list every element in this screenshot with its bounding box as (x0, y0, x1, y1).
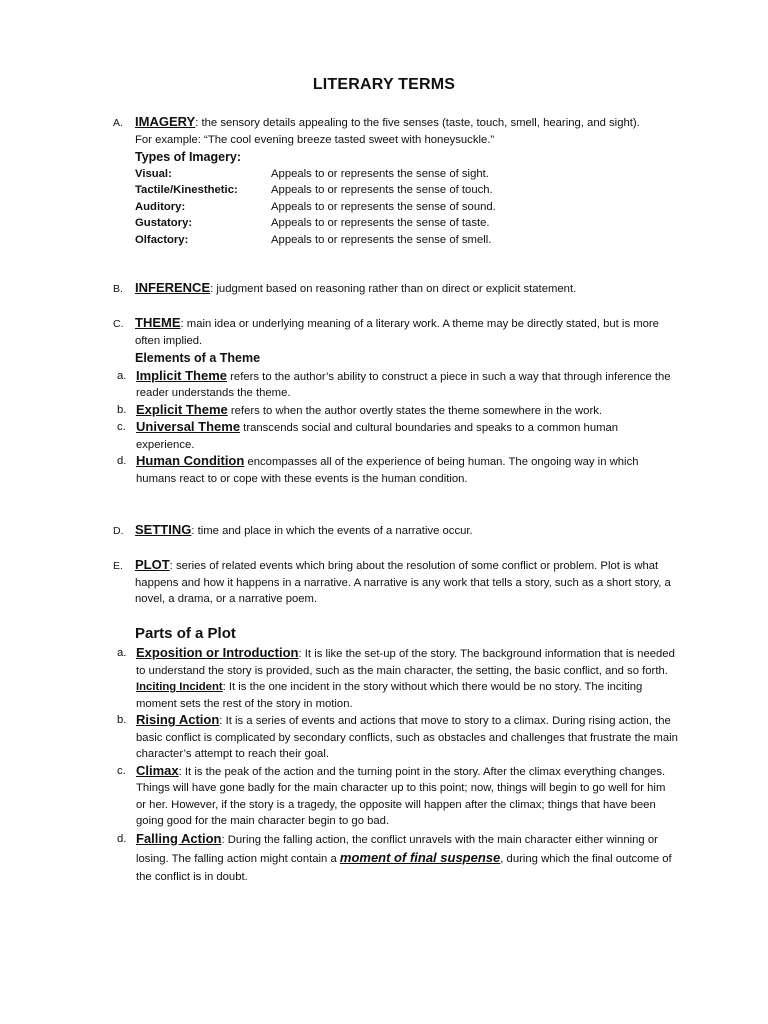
list-item-text: : It is like the set-up of the story. The background information that is needed to understand the story is provided, such as the main character, the setting, the basic conflict, and so forth. (136, 648, 675, 677)
term-implicit-theme: Implicit Theme (136, 367, 228, 383)
list-item-text: : During the falling action, the conflict unravels with the main character either winning or losing. The falling action might contain a (136, 833, 658, 865)
section-letter: D. (113, 525, 124, 537)
list-item-letter: d. (117, 832, 127, 845)
term-explicit-theme: Explicit Theme (136, 401, 228, 417)
term-climax: Climax (136, 762, 179, 778)
imagery-type-row (135, 199, 678, 216)
section-inference (113, 280, 678, 298)
list-item (113, 368, 678, 402)
term-moment-of-final-suspense: moment of final suspense (339, 849, 501, 865)
list-item (113, 453, 678, 487)
term-inference: INFERENCE (135, 280, 211, 295)
term-exposition: Exposition or Introduction (136, 645, 299, 660)
list-item-text: transcends social and cultural boundaries and speaks to a common human experience. (136, 422, 619, 451)
section-plot (113, 557, 678, 608)
term-inciting-incident: Inciting Incident (136, 681, 223, 693)
imagery-type-label: Olfactory: (135, 233, 189, 246)
page-title: LITERARY TERMS (312, 76, 456, 93)
list-item (113, 763, 678, 830)
imagery-type-desc: Appeals to or represents the sense of touch. (271, 184, 493, 196)
imagery-type-label: Auditory: (135, 200, 186, 213)
section-setting (113, 522, 678, 540)
term-universal-theme: Universal Theme (136, 419, 241, 434)
parts-of-plot-heading: Parts of a Plot (135, 625, 236, 642)
list-item-tail: , during which the final outcome of the conflict is in doubt. (136, 852, 672, 883)
list-item-text: refers to the author’s ability to construct a piece in such a way that through inference the reader understands the theme. (136, 370, 671, 399)
list-item-letter: d. (117, 455, 127, 467)
list-item-letter: c. (117, 421, 126, 433)
section-theme (113, 315, 678, 487)
imagery-type-label: Gustatory: (135, 217, 193, 229)
list-item-text: : It is a series of events and actions that move to story to a climax. During rising action, the basic conflict is complicated by secondary conflicts, such as obstacles and challenges that frustrate the main character’s attempt to reach their goal. (136, 715, 678, 760)
term-theme: THEME (135, 315, 181, 330)
list-item-letter: b. (117, 714, 127, 726)
list-item (113, 712, 678, 763)
definition-inference: : judgment based on reasoning rather than on direct or explicit statement. (210, 283, 577, 295)
inciting-incident-block (136, 679, 678, 712)
section-parts-of-plot (113, 624, 678, 886)
section-letter: E. (113, 560, 123, 572)
imagery-type-desc: Appeals to or represents the sense of sound. (271, 200, 496, 213)
term-setting: SETTING (135, 522, 192, 537)
section-letter: A. (113, 117, 123, 129)
definition-theme: : main idea or underlying meaning of a literary work. A theme may be directly stated, but is more often implied. (135, 318, 659, 347)
term-imagery: IMAGERY (135, 114, 196, 129)
list-item-letter: a. (117, 647, 127, 659)
definition-setting: : time and place in which the events of a narrative occur. (191, 525, 473, 537)
plot-parts-list (113, 645, 678, 886)
term-falling-action: Falling Action (136, 830, 222, 846)
list-item-subtext: : It is the one incident in the story without which there would be no story. The inciting moment sets the rest of the story in motion. (136, 681, 643, 710)
imagery-type-desc: Appeals to or represents the sense of sight. (271, 167, 489, 180)
imagery-type-row (135, 166, 678, 183)
imagery-type-desc: Appeals to or represents the sense of smell. (271, 233, 492, 246)
definition-plot: : series of related events which bring about the resolution of some conflict or problem. Plot is what happens and how it happens in a narrative. A narrative is any work that tells a story, such as a short story, a novel, a drama, or a narrative poem. (135, 560, 671, 605)
imagery-type-desc: Appeals to or represents the sense of taste. (271, 217, 490, 229)
imagery-example: For example: “The cool evening breeze tasted sweet with honeysuckle.” (135, 133, 495, 146)
list-item-letter: c. (117, 764, 126, 777)
term-rising-action: Rising Action (136, 712, 220, 727)
imagery-type-row (135, 215, 678, 232)
list-item-text: encompasses all of the experience of being human. The ongoing way in which humans react to or cope with these events is the human condition. (136, 456, 639, 485)
section-letter: B. (113, 283, 123, 295)
list-item-text: refers to when the author overtly states the theme somewhere in the work. (227, 404, 602, 417)
types-of-imagery-heading: Types of Imagery: (135, 150, 242, 164)
list-item-letter: a. (117, 369, 127, 382)
list-item (113, 419, 678, 453)
definition-imagery: : the sensory details appealing to the five senses (taste, touch, smell, hearing, and sight). (195, 117, 640, 129)
term-plot: PLOT (135, 557, 170, 572)
list-item (113, 402, 678, 420)
list-item-letter: b. (117, 403, 127, 416)
imagery-type-label: Visual: (135, 167, 172, 180)
section-letter: C. (113, 318, 124, 330)
imagery-type-row (135, 232, 678, 249)
imagery-type-label: Tactile/Kinesthetic: (135, 184, 238, 196)
list-item (113, 830, 678, 886)
list-item-text: : It is the peak of the action and the turning point in the story. After the climax everything changes. Things will have gone badly for the main character up to this point; now, things will begin to go well for him or her. However, if the story is a tragedy, the opposite will happen after the climax; things that have been going good for the main character begin to go bad. (136, 765, 666, 827)
list-item (113, 645, 678, 712)
imagery-type-row (135, 182, 678, 199)
term-human-condition: Human Condition (136, 453, 245, 468)
theme-elements-list (113, 368, 678, 488)
imagery-types-list (135, 166, 678, 249)
section-imagery (113, 114, 678, 248)
elements-of-theme-heading: Elements of a Theme (135, 351, 261, 365)
